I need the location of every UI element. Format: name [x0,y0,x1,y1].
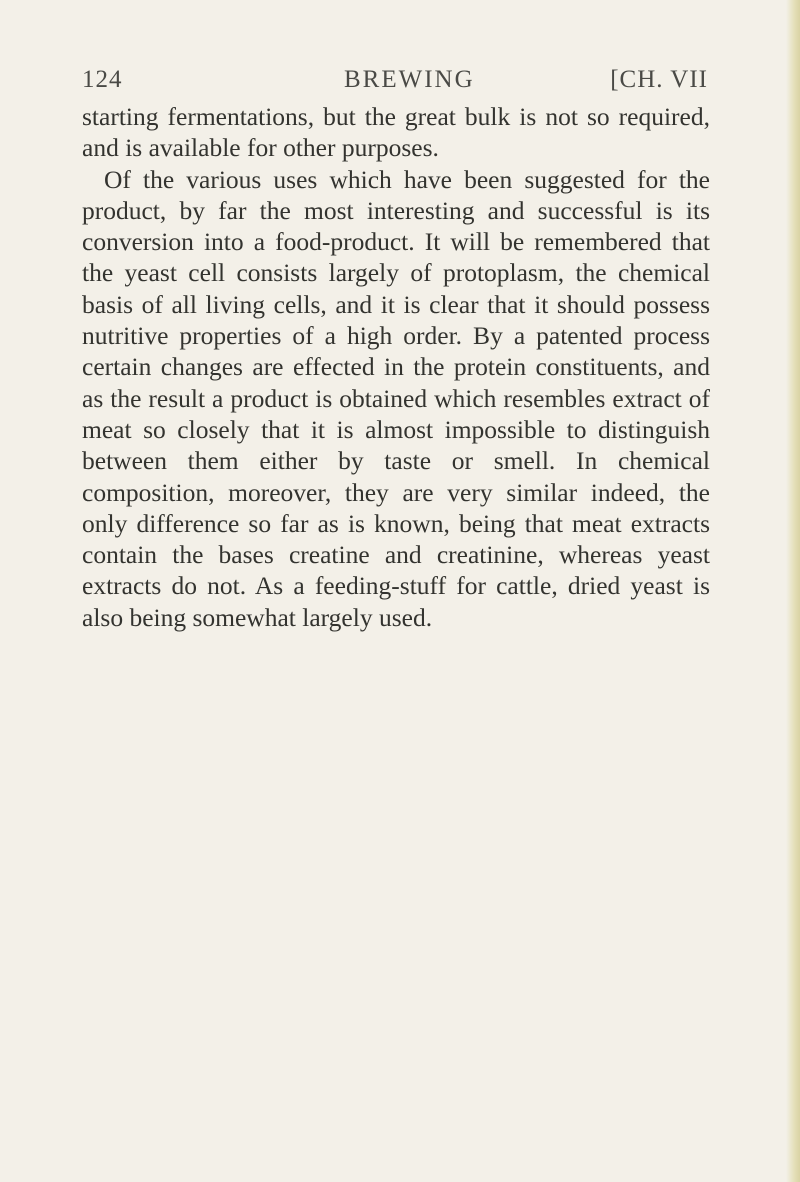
page-number: 124 [82,66,123,93]
body-text [82,101,710,633]
running-title: BREWING [344,66,475,93]
paragraph-uses: Of the various uses which have been suggested for the product, by far the most interesting and successful is its conversion into a food-product. It will be remembered that the yeast cell consists largely of protoplasm, the chemical basis of all living cells, and it is clear that it should possess nutritive properties of a high order. By a patented process certain changes are effected in the protein constituents, and as the result a product is obtained which resembles extract of meat so closely that it is almost impossible to distinguish between them either by taste or smell. In chemical composition, moreover, they are very similar indeed, the only difference so far as is known, being that meat extracts contain the bases creatine and creatinine, whereas yeast extracts do not. As a feeding-stuff for cattle, dried yeast is also being somewhat largely used. [82,164,710,632]
page-edge [786,0,800,1182]
paragraph-continuation: starting fermentations, but the great bulk is not so required, and is available for other purposes. [82,102,710,163]
running-head [82,58,708,98]
chapter-reference: [CH. VII [610,66,708,93]
